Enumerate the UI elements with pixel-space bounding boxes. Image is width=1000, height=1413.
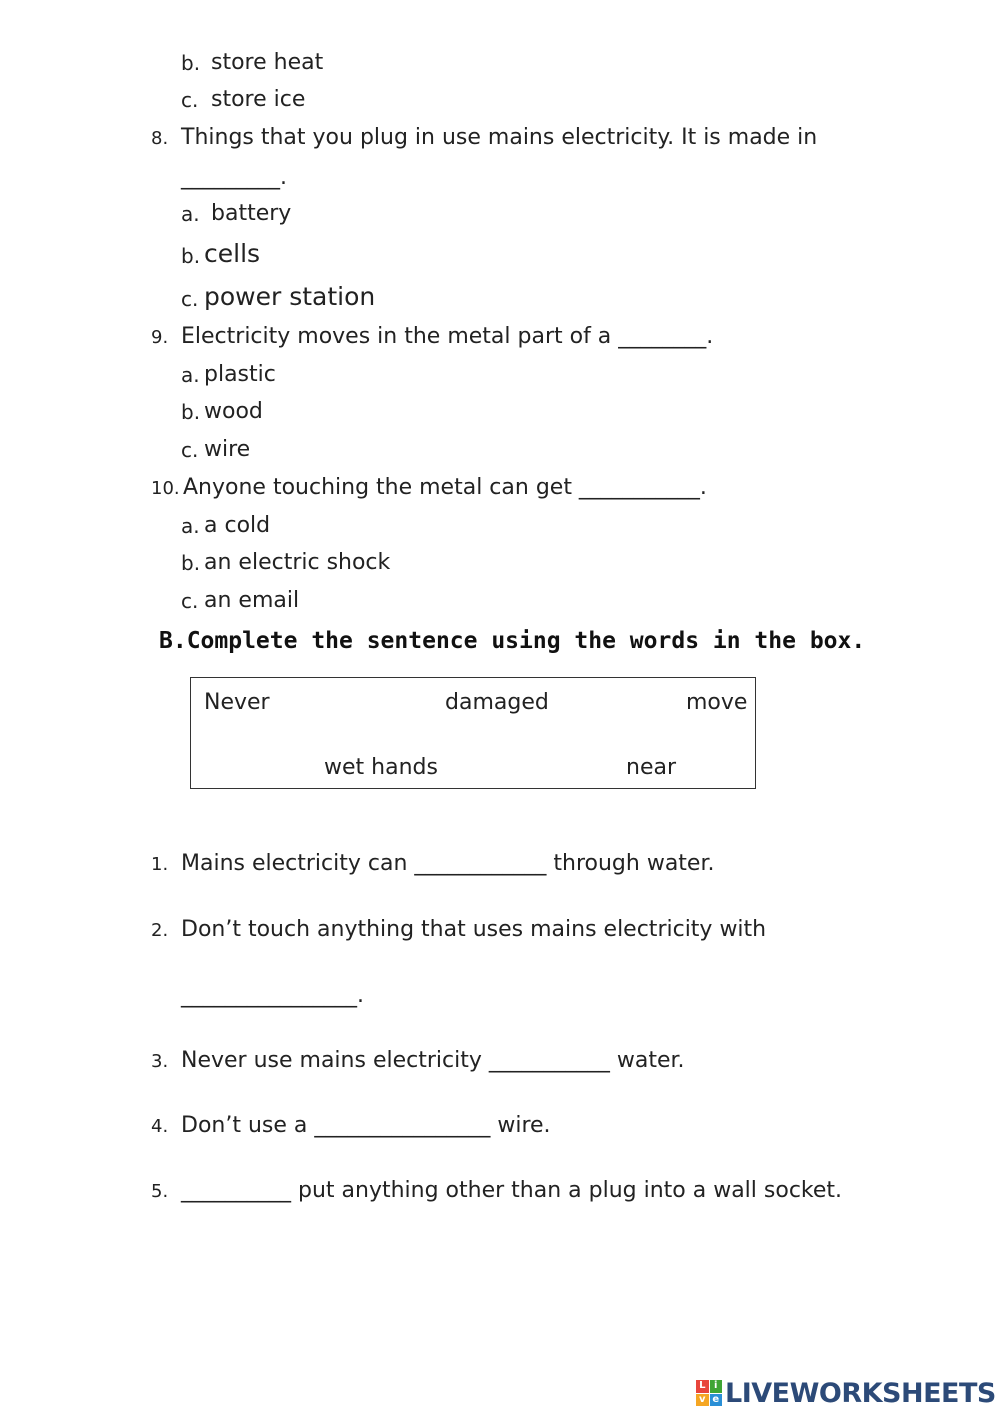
question-number: 4.: [151, 1116, 169, 1137]
option-letter: b.: [181, 551, 201, 575]
option-text: a cold: [204, 513, 271, 538]
option-text: plastic: [204, 362, 276, 387]
question-number: 9.: [151, 327, 169, 348]
answer-blank[interactable]: ________________.: [181, 983, 364, 1008]
option-text: wood: [204, 399, 263, 424]
logo-mark-letter: i: [710, 1380, 723, 1393]
option-letter: c.: [181, 589, 199, 613]
option-text: an email: [204, 588, 300, 613]
option-text: store heat: [211, 50, 324, 75]
answer-blank[interactable]: _________.: [181, 165, 287, 190]
question-text[interactable]: Don’t use a ________________ wire.: [181, 1113, 551, 1138]
question-number: 2.: [151, 920, 169, 941]
question-number: 1.: [151, 854, 169, 875]
question-number: 3.: [151, 1051, 169, 1072]
liveworksheets-logo: [696, 1376, 996, 1410]
option-text: store ice: [211, 87, 306, 112]
option-letter: b.: [181, 244, 201, 268]
word-box: [190, 677, 756, 789]
option-text: power station: [204, 282, 376, 311]
logo-text: LIVEWORKSHEETS: [725, 1377, 996, 1409]
option-letter: c.: [181, 287, 199, 311]
option-text: wire: [204, 437, 251, 462]
section-b-heading: B.Complete the sentence using the words in the box.: [159, 628, 866, 654]
logo-mark-letter: v: [696, 1394, 709, 1407]
option-text: an electric shock: [204, 550, 391, 575]
option-letter: c.: [181, 88, 199, 112]
word-box-word: near: [626, 755, 677, 780]
question-number: 8.: [151, 128, 169, 149]
question-number: 5.: [151, 1181, 169, 1202]
word-box-word: wet hands: [324, 755, 438, 780]
logo-mark-letter: L: [696, 1380, 709, 1393]
option-letter: a.: [181, 363, 200, 387]
logo-mark-icon: [696, 1380, 722, 1406]
question-text[interactable]: Never use mains electricity ___________ water.: [181, 1048, 685, 1073]
question-text[interactable]: Mains electricity can ____________ through water.: [181, 851, 715, 876]
question-text[interactable]: __________ put anything other than a plug into a wall socket.: [181, 1178, 843, 1203]
option-letter: a.: [181, 202, 200, 226]
question-text: Things that you plug in use mains electricity. It is made in: [181, 125, 818, 150]
word-box-word: damaged: [445, 690, 549, 715]
question-text: Electricity moves in the metal part of a ________.: [181, 324, 714, 349]
word-box-word: move: [686, 690, 748, 715]
word-box-word: Never: [204, 690, 270, 715]
option-letter: b.: [181, 400, 201, 424]
question-text: Anyone touching the metal can get ___________.: [183, 475, 707, 500]
question-text: Don’t touch anything that uses mains electricity with: [181, 917, 767, 942]
option-letter: a.: [181, 514, 200, 538]
option-text: cells: [204, 239, 261, 268]
option-letter: b.: [181, 51, 201, 75]
question-number: 10.: [151, 478, 180, 499]
option-letter: c.: [181, 438, 199, 462]
option-text: battery: [211, 201, 292, 226]
logo-mark-letter: e: [710, 1394, 723, 1407]
